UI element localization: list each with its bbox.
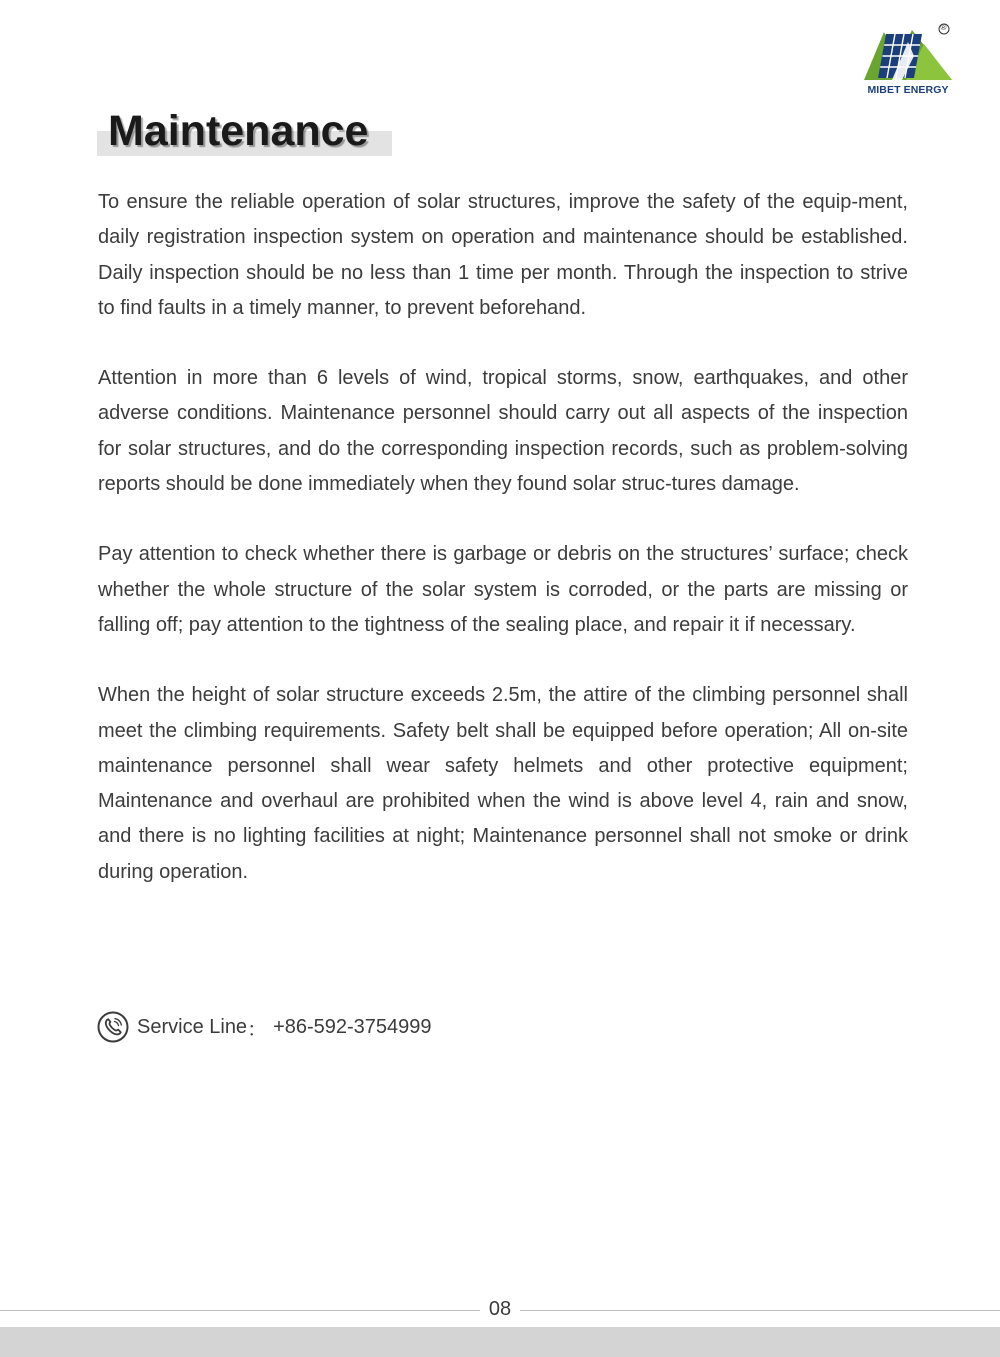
brand-logo [862,22,954,98]
footer-band [0,1327,1000,1357]
paragraph-adverse-conditions: Attention in more than 6 levels of wind, tropical storms, snow, earthquakes, and other adverse conditions. Maintenance personnel should carry out all aspects of the inspection for solar structures, and do the corresponding inspection records, such as problem-solving reports should be done immediately when they found solar struc-tures damage. [98,367,908,496]
paragraph-safety-requirements: When the height of solar structure exceeds 2.5m, the attire of the climbing personnel shall meet the climbing requirements. Safety belt shall be equipped before operation; All on-site maintenance personnel shall wear safety helmets and other protective equipment; Maintenance and overhaul are prohibited when the wind is above level 4, rain and snow, and there is no lighting facilities at night; Maintenance personnel shall not smoke or drink during operation. [98,684,908,883]
service-line-label: Service Line [137,1015,248,1038]
phone-icon [97,1011,129,1043]
service-line [97,1010,432,1044]
registered-mark: ® [940,23,947,32]
paragraph-inspection-system: To ensure the reliable operation of solar structures, improve the safety of the equip-ment, daily registration inspection system on operation and maintenance should be established. Daily inspection should be no less than 1 time per month. Through the inspection to strive to find faults in a timely manner, to prevent beforehand. [98,191,908,319]
page-number: 08 [488,1298,512,1320]
service-phone-number: +86-592-3754999 [273,1015,432,1038]
footer-divider-left [0,1310,480,1311]
page-title: Maintenance [108,107,369,155]
brand-name: MIBET ENERGY [867,84,949,96]
paragraph-surface-check: Pay attention to check whether there is garbage or debris on the structures’ surface; check whether the whole structure of the solar system is corroded, or the parts are missing or falling off; pay attention to the tightness of the sealing place, and repair it if necessary. [98,543,908,636]
body-content [98,185,908,925]
footer-divider-right [520,1310,1000,1311]
service-line-separator: ： [247,1018,268,1041]
